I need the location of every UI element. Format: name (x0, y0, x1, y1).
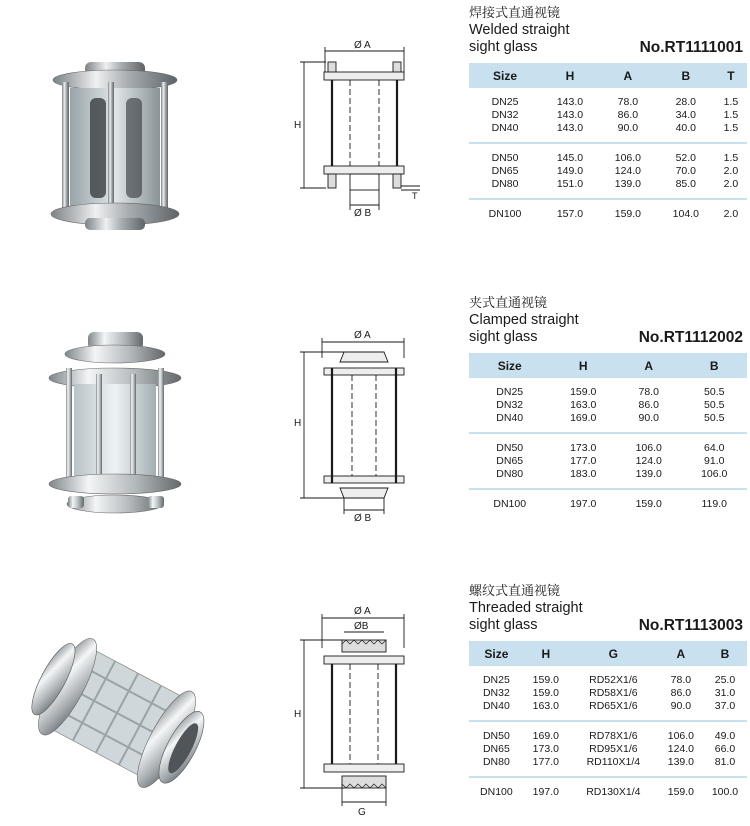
dim-a-label: Ø A (354, 606, 371, 617)
cell-values (469, 152, 541, 191)
spec-value: 50.5 (704, 386, 725, 398)
cell-values (616, 386, 682, 425)
spec-value: 91.0 (704, 455, 725, 467)
dim-b-label: Ø B (354, 208, 372, 219)
spec-value: 157.0 (556, 208, 584, 220)
spec-value: 197.0 (532, 786, 559, 798)
table-row-group (469, 666, 747, 720)
cell-values (524, 786, 568, 799)
cell-values (681, 386, 747, 425)
spec-value: 1.5 (723, 109, 739, 121)
product-clamped (0, 290, 750, 550)
spec-value: 104.0 (672, 208, 699, 220)
spec-value: RD130X1/4 (586, 786, 641, 798)
cell-values (469, 96, 541, 135)
spec-value: 52.0 (675, 152, 697, 164)
table-cell (659, 778, 703, 806)
size-value: DN25 (491, 96, 519, 108)
spec-value: 169.0 (532, 730, 559, 742)
column-header: B (681, 353, 747, 378)
spec-value: 2.0 (723, 165, 739, 177)
table-cell (469, 778, 524, 806)
spec-value: RD58X1/6 (589, 687, 638, 699)
column-header: H (524, 641, 568, 666)
table-row-group (469, 144, 747, 198)
table-cell (703, 778, 747, 806)
table-cell (541, 144, 599, 198)
spec-value: 177.0 (570, 455, 597, 467)
spec-value: 90.0 (670, 700, 692, 712)
table-row-group (469, 722, 747, 776)
size-value: DN50 (482, 730, 510, 742)
product-title-en-line2: sight glass (469, 39, 538, 55)
technical-drawing-threaded (292, 602, 427, 821)
table-row-group (469, 778, 747, 806)
spec-value: 139.0 (667, 756, 695, 768)
table-cell (568, 722, 659, 776)
table-cell (681, 434, 747, 488)
dim-b-label: Ø B (354, 513, 372, 523)
spec-value: 50.5 (704, 412, 725, 424)
table-cell (469, 200, 541, 228)
product-photo-welded (30, 58, 200, 236)
spec-value: 197.0 (570, 498, 597, 510)
size-value: DN100 (493, 498, 527, 510)
spec-value: 50.5 (704, 399, 725, 411)
cell-values (550, 442, 616, 481)
size-value: DN32 (482, 687, 510, 699)
table-cell (524, 666, 568, 720)
spec-value: 78.0 (617, 96, 639, 108)
spec-value: 139.0 (614, 178, 642, 190)
dim-a-label: Ø A (354, 40, 371, 51)
table-row-group (469, 434, 747, 488)
spec-value: 106.0 (635, 442, 662, 454)
cell-values (469, 730, 524, 769)
table-header-row (469, 63, 747, 88)
table-cell (524, 778, 568, 806)
cell-values (703, 674, 747, 713)
spec-value: 119.0 (701, 498, 727, 510)
spec-value: RD110X1/4 (586, 756, 641, 768)
technical-drawing-clamped (292, 328, 427, 523)
column-header: T (715, 63, 747, 88)
cell-values (469, 498, 550, 511)
spec-panel-welded (469, 5, 749, 240)
spec-value: 37.0 (714, 700, 736, 712)
product-title-cn: 夹式直通视镜 (469, 296, 548, 311)
cell-values (599, 96, 657, 135)
column-header: Size (469, 63, 541, 88)
size-value: DN50 (491, 152, 519, 164)
product-photo-clamped (30, 328, 200, 518)
cell-values (681, 442, 747, 481)
cell-values (568, 674, 659, 713)
cell-values (568, 730, 659, 769)
spec-value: 1.5 (723, 122, 739, 134)
table-cell (469, 144, 541, 198)
cell-values (659, 730, 703, 769)
spec-value: 86.0 (670, 687, 692, 699)
spec-value: 85.0 (675, 178, 697, 190)
column-header: Size (469, 353, 550, 378)
cell-values (469, 442, 550, 481)
column-header: Size (469, 641, 524, 666)
cell-values (715, 96, 747, 135)
table-cell (599, 88, 657, 142)
spec-value: 100.0 (711, 786, 739, 798)
cell-values (541, 208, 599, 221)
product-photo-threaded (25, 618, 195, 808)
column-header: A (599, 63, 657, 88)
product-welded (0, 0, 750, 260)
dim-t-label: T (412, 191, 418, 201)
cell-values (703, 786, 747, 799)
cell-values (550, 386, 616, 425)
dim-g-label: G (358, 807, 366, 818)
cell-values (541, 96, 599, 135)
spec-table-welded (469, 63, 747, 228)
table-row-group (469, 378, 747, 432)
product-title-cn: 焊接式直通视镜 (469, 6, 561, 21)
dim-h-label: H (294, 709, 302, 720)
spec-value: 124.0 (614, 165, 642, 177)
column-header: H (550, 353, 616, 378)
size-value: DN25 (496, 386, 524, 398)
cell-values (469, 208, 541, 221)
table-cell (703, 722, 747, 776)
table-cell (541, 200, 599, 228)
cell-values (715, 152, 747, 191)
spec-value: 143.0 (556, 122, 584, 134)
size-value: DN32 (491, 109, 519, 121)
spec-value: 70.0 (675, 165, 697, 177)
table-cell (469, 88, 541, 142)
table-cell (469, 434, 550, 488)
table-cell (703, 666, 747, 720)
spec-value: 90.0 (638, 412, 659, 424)
spec-value: RD65X1/6 (589, 700, 638, 712)
product-threaded (0, 578, 750, 821)
table-cell (657, 144, 715, 198)
spec-value: 151.0 (556, 178, 584, 190)
spec-value: 34.0 (675, 109, 697, 121)
table-cell (715, 200, 747, 228)
table-cell (616, 434, 682, 488)
product-code: No.RT1112002 (638, 329, 743, 346)
spec-value: 159.0 (667, 786, 695, 798)
size-value: DN100 (488, 208, 522, 220)
cell-values (524, 674, 568, 713)
table-cell (715, 144, 747, 198)
cell-values (568, 786, 659, 799)
table-cell (681, 490, 747, 518)
spec-value: 86.0 (617, 109, 639, 121)
table-header-row (469, 353, 747, 378)
spec-panel-threaded (469, 583, 749, 821)
spec-panel-clamped (469, 295, 749, 525)
column-header: B (703, 641, 747, 666)
cell-values (657, 208, 715, 221)
table-cell (657, 200, 715, 228)
spec-value: RD95X1/6 (589, 743, 638, 755)
spec-table-clamped (469, 353, 747, 518)
cell-values (469, 386, 550, 425)
table-cell (550, 378, 616, 432)
size-value: DN40 (491, 122, 519, 134)
cell-values (524, 730, 568, 769)
cell-values (657, 152, 715, 191)
cell-values (703, 730, 747, 769)
table-cell (550, 490, 616, 518)
size-value: DN80 (496, 468, 524, 480)
table-cell (469, 490, 550, 518)
size-value: DN25 (482, 674, 510, 686)
table-row-group (469, 490, 747, 518)
column-header: G (568, 641, 659, 666)
spec-value: 31.0 (714, 687, 736, 699)
spec-value: RD78X1/6 (589, 730, 638, 742)
size-value: DN50 (496, 442, 524, 454)
spec-value: 106.0 (701, 468, 728, 480)
spec-value: 86.0 (638, 399, 659, 411)
cell-values (659, 674, 703, 713)
table-cell (616, 490, 682, 518)
cell-values (550, 498, 616, 511)
spec-value: 163.0 (532, 700, 559, 712)
cell-values (715, 208, 747, 221)
table-cell (568, 778, 659, 806)
spec-value: 159.0 (635, 498, 662, 510)
spec-value: 66.0 (714, 743, 736, 755)
spec-value: 64.0 (704, 442, 725, 454)
product-title-en-line1: Clamped straight (469, 312, 579, 328)
spec-value: RD52X1/6 (589, 674, 638, 686)
spec-value: 106.0 (667, 730, 695, 742)
column-header: B (657, 63, 715, 88)
product-title-en-line1: Threaded straight (469, 600, 583, 616)
column-header: A (616, 353, 682, 378)
product-title-en-line1: Welded straight (469, 22, 570, 38)
table-cell (659, 666, 703, 720)
spec-value: 78.0 (670, 674, 692, 686)
table-cell (469, 666, 524, 720)
spec-value: 159.0 (570, 386, 597, 398)
size-value: DN65 (491, 165, 519, 177)
size-value: DN40 (496, 412, 524, 424)
spec-value: 159.0 (532, 687, 559, 699)
spec-value: 177.0 (532, 756, 559, 768)
cell-values (469, 786, 524, 799)
table-row-group (469, 88, 747, 142)
cell-values (469, 674, 524, 713)
spec-value: 143.0 (556, 96, 584, 108)
spec-value: 124.0 (635, 455, 662, 467)
column-header: A (659, 641, 703, 666)
spec-value: 124.0 (667, 743, 695, 755)
dim-h-label: H (294, 120, 302, 131)
cell-values (659, 786, 703, 799)
cell-values (541, 152, 599, 191)
size-value: DN100 (480, 786, 513, 798)
table-cell (681, 378, 747, 432)
spec-value: 2.0 (723, 178, 739, 190)
spec-value: 90.0 (617, 122, 639, 134)
spec-value: 173.0 (570, 442, 597, 454)
dim-b-label: ØB (354, 621, 369, 632)
cell-values (681, 498, 747, 511)
size-value: DN65 (496, 455, 524, 467)
spec-value: 1.5 (723, 96, 739, 108)
table-cell (659, 722, 703, 776)
table-cell (657, 88, 715, 142)
spec-value: 40.0 (675, 122, 697, 134)
spec-value: 159.0 (532, 674, 559, 686)
table-cell (599, 200, 657, 228)
product-title-en-line2: sight glass (469, 329, 538, 345)
cell-values (616, 442, 682, 481)
product-code: No.RT1111001 (639, 39, 743, 56)
spec-value: 139.0 (635, 468, 662, 480)
dim-h-label: H (294, 418, 302, 429)
spec-value: 173.0 (532, 743, 559, 755)
table-cell (715, 88, 747, 142)
table-header-row (469, 641, 747, 666)
product-title-cn: 螺纹式直通视镜 (469, 584, 561, 599)
table-cell (469, 722, 524, 776)
cell-values (599, 152, 657, 191)
spec-value: 78.0 (638, 386, 659, 398)
table-cell (568, 666, 659, 720)
cell-values (599, 208, 657, 221)
column-header: H (541, 63, 599, 88)
size-value: DN32 (496, 399, 524, 411)
spec-value: 1.5 (723, 152, 739, 164)
table-cell (616, 378, 682, 432)
spec-value: 145.0 (556, 152, 584, 164)
dim-a-label: Ø A (354, 330, 371, 341)
spec-table-threaded (469, 641, 747, 806)
cell-values (616, 498, 682, 511)
spec-value: 106.0 (614, 152, 642, 164)
spec-value: 149.0 (556, 165, 584, 177)
spec-value: 49.0 (714, 730, 736, 742)
product-title-en-line2: sight glass (469, 617, 538, 633)
cell-values (657, 96, 715, 135)
size-value: DN65 (482, 743, 510, 755)
product-code: No.RT1113003 (638, 617, 743, 634)
spec-value: 183.0 (570, 468, 597, 480)
spec-value: 81.0 (714, 756, 736, 768)
size-value: DN40 (482, 700, 510, 712)
table-cell (541, 88, 599, 142)
table-row-group (469, 200, 747, 228)
spec-value: 163.0 (570, 399, 597, 411)
technical-drawing-welded (292, 30, 427, 220)
spec-value: 25.0 (714, 674, 736, 686)
table-cell (599, 144, 657, 198)
spec-value: 159.0 (614, 208, 642, 220)
spec-value: 28.0 (675, 96, 697, 108)
size-value: DN80 (482, 756, 510, 768)
spec-value: 169.0 (570, 412, 597, 424)
table-cell (524, 722, 568, 776)
spec-value: 2.0 (723, 208, 739, 220)
table-cell (469, 378, 550, 432)
size-value: DN80 (491, 178, 519, 190)
table-cell (550, 434, 616, 488)
spec-value: 143.0 (556, 109, 584, 121)
